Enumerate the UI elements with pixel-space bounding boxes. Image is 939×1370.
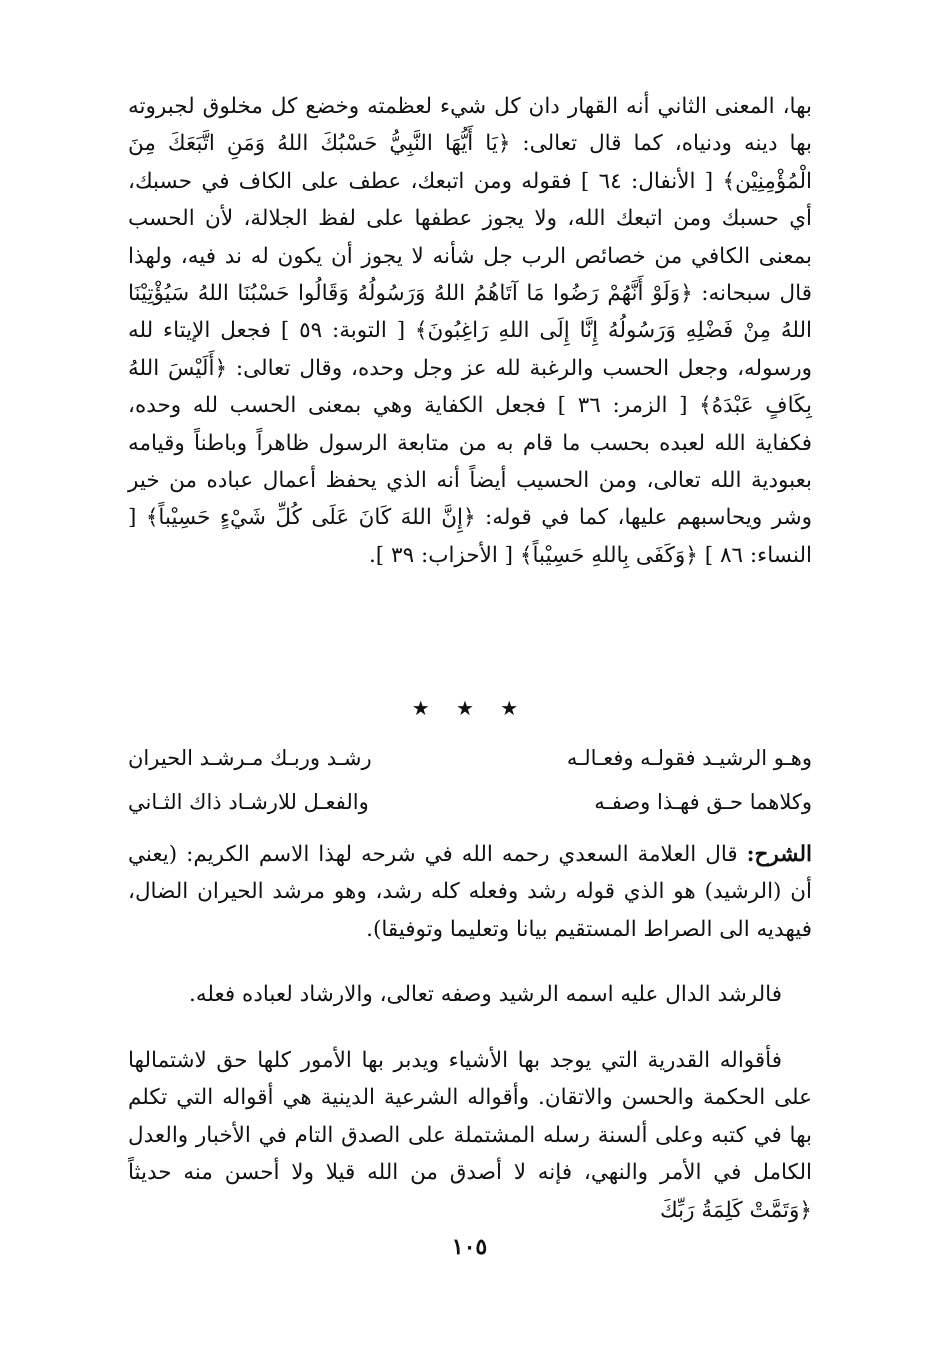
poem-hemistich: وهـو الرشيـد فقولـه وفعـالـه <box>566 746 812 770</box>
poem-line-2 <box>128 780 812 824</box>
page-number: ١٠٥ <box>451 1234 488 1260</box>
poem-block <box>128 736 812 824</box>
commentary-paragraph: فأقواله القدرية التي يوجد بها الأشياء ويدبر بها الأمور كلها حق لاشتمالها على الحكمة والحسن والاتقان. وأقواله الشرعية الدينية هي أقواله التي تكلم بها في كتبه وعلى ألسنة رسله المشتملة على الصدق التام في الأخبار والعدل الكامل في الأمر والنهي، فإنه لا أصدق من الله قيلا ولا أحسن منه حديثاً ﴿وَتَمَّتْ كَلِمَةُ رَبِّكَ <box>128 1048 812 1223</box>
poem-line-1 <box>128 736 812 780</box>
section-separator: ★ ★ ★ <box>411 696 529 720</box>
body-paragraph: بها، المعنى الثاني أنه القهار دان كل شيء لعظمته وخضع كل مخلوق لجبروته بها دينه ودنياه، كما قال تعالى: ﴿يَا أَيُّهَا النَّبِيُّ حَسْبُكَ اللهُ وَمَنِ اتَّبَعَكَ مِنَ الْمُؤْمِنِيْن﴾ [ الأنفال: ٦٤ ] فقوله ومن اتبعك، عطف على الكاف في حسبك، أي حسبك ومن اتبعك الله، ولا يجوز عطفها على لفظ الجلالة، لأن الحسب بمعنى الكافي من خصائص الرب جل شأنه لا يجوز أن يكون له ند فيه، ولهذا قال سبحانه: ﴿وَلَوْ أَنَّهُمْ رَضُوا مَا آتَاهُمُ اللهُ وَرَسُولُهُ وَقَالُوا حَسْبُنَا اللهُ سَيُؤْتِيْنَا اللهُ مِنْ فَضْلِهِ وَرَسُولُهُ إِنَّا إِلَى اللهِ رَاغِبُونَ﴾ [ التوبة: ٥٩ ] فجعل الإيتاء لله ورسوله، وجعل الحسب والرغبة لله عز وجل وحده، وقال تعالى: ﴿أَلَيْسَ اللهُ بِكَافٍ عَبْدَهُ﴾ [ الزمر: ٣٦ ] فجعل الكفاية وهي بمعنى الحسب لله وحده، فكفاية الله لعبده بحسب ما قام به من متابعة الرسول ظاهراً وباطناً وقيامه بعبودية الله تعالى، ومن الحسيب أيضاً أنه الذي يحفظ أعمال عباده من خير وشر ويحاسبهم عليها، كما في قوله: ﴿إِنَّ اللهَ كَانَ عَلَى كُلِّ شَيْءٍ حَسِيْباً﴾ [ النساء: ٨٦ ] ﴿وَكَفَى بِاللهِ حَسِيْباً﴾ [ الأحزاب: ٣٩ ]. <box>128 94 812 568</box>
poem-hemistich: والفعـل للارشـاد ذاك الثـاني <box>128 790 369 814</box>
commentary-label: الشرح: <box>746 842 812 867</box>
commentary-text: قال العلامة السعدي رحمه الله في شرحه لهذا الاسم الكريم: (يعني أن (الرشيد) هو الذي قوله رشد وفعله كله رشد، وهو مرشد الحيران الضال، فيهديه الى الصراط المستقيم بيانا وتعليما وتوفيقا). <box>128 842 812 942</box>
commentary-paragraph: فالرشد الدال عليه اسمه الرشيد وصفه تعالى، والارشاد لعباده فعله. <box>189 982 782 1007</box>
poem-hemistich: وكلاهما حـق فهـذا وصفـه <box>594 790 812 814</box>
poem-hemistich: رشـد وربـك مـرشـد الحيران <box>128 746 372 770</box>
page-body <box>128 88 812 1232</box>
commentary-paragraph <box>128 836 812 964</box>
